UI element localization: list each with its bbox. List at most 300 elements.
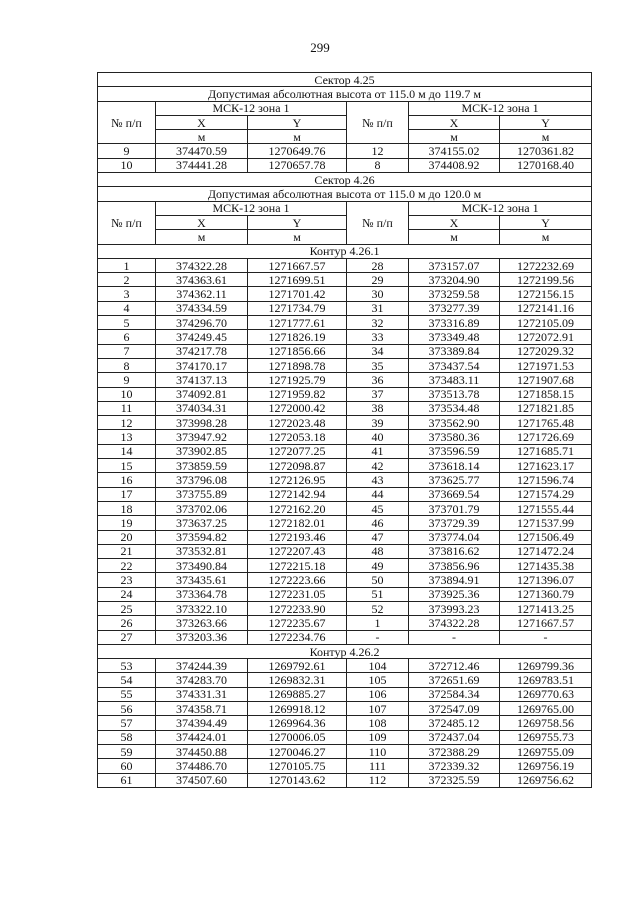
section-title: Сектор 4.25	[98, 73, 592, 87]
header-row	[98, 101, 592, 115]
point-x: 374283.70	[156, 673, 248, 687]
point-y: 1271574.29	[500, 487, 592, 501]
point-y: 1272199.56	[500, 273, 592, 287]
table-row	[98, 616, 592, 630]
point-num: 10	[98, 387, 156, 401]
point-y: 1272162.20	[248, 501, 347, 515]
point-y: 1272182.01	[248, 516, 347, 530]
point-y: 1271726.69	[500, 430, 592, 444]
point-num: 57	[98, 716, 156, 730]
point-num: 104	[347, 659, 409, 673]
point-x: 373596.59	[409, 444, 500, 458]
point-y: 1272072.91	[500, 330, 592, 344]
point-x: 372437.04	[409, 730, 500, 744]
point-num: 8	[347, 158, 409, 172]
point-x: 373816.62	[409, 544, 500, 558]
table-row	[98, 530, 592, 544]
point-num: 5	[98, 316, 156, 330]
header-y: Y	[500, 215, 592, 229]
point-x: 373580.36	[409, 430, 500, 444]
point-y: 1271971.53	[500, 358, 592, 372]
point-x: 373993.23	[409, 601, 500, 615]
point-x: 374155.02	[409, 144, 500, 158]
point-y: 1272142.94	[248, 487, 347, 501]
point-y: 1271821.85	[500, 401, 592, 415]
header-num: № п/п	[98, 101, 156, 144]
header-unit: м	[248, 130, 347, 144]
point-x: 374322.28	[156, 258, 248, 272]
point-num: 28	[347, 258, 409, 272]
point-num: 10	[98, 158, 156, 172]
header-num: № п/п	[347, 101, 409, 144]
point-y: 1271537.99	[500, 516, 592, 530]
point-y: 1272023.48	[248, 416, 347, 430]
point-num: 59	[98, 744, 156, 758]
point-num: 50	[347, 573, 409, 587]
point-y: 1271472.24	[500, 544, 592, 558]
point-num: 15	[98, 459, 156, 473]
point-y: 1271396.07	[500, 573, 592, 587]
point-num: 29	[347, 273, 409, 287]
point-y: 1269885.27	[248, 687, 347, 701]
point-y: 1271360.79	[500, 587, 592, 601]
table-row	[98, 316, 592, 330]
point-y: 1269755.09	[500, 744, 592, 758]
point-x: 373437.54	[409, 358, 500, 372]
point-x: 373435.61	[156, 573, 248, 587]
point-x: 373625.77	[409, 473, 500, 487]
table-row	[98, 473, 592, 487]
table-row	[98, 373, 592, 387]
table-row	[98, 430, 592, 444]
point-y: 1270649.76	[248, 144, 347, 158]
header-unit: м	[409, 130, 500, 144]
point-num: 37	[347, 387, 409, 401]
table-row	[98, 601, 592, 615]
point-x: 373998.28	[156, 416, 248, 430]
point-y: 1272233.90	[248, 601, 347, 615]
point-y: 1271623.17	[500, 459, 592, 473]
point-y: 1269756.19	[500, 759, 592, 773]
point-x: 374092.81	[156, 387, 248, 401]
point-x: 373755.89	[156, 487, 248, 501]
point-num: 106	[347, 687, 409, 701]
point-num: 51	[347, 587, 409, 601]
point-num: 19	[98, 516, 156, 530]
point-x: 373669.54	[409, 487, 500, 501]
point-y: 1271506.49	[500, 530, 592, 544]
point-num: 49	[347, 559, 409, 573]
point-x: 374424.01	[156, 730, 248, 744]
point-y: 1271555.44	[500, 501, 592, 515]
point-y: 1269756.62	[500, 773, 592, 787]
point-num: 56	[98, 702, 156, 716]
table-row	[98, 501, 592, 515]
header-row	[98, 201, 592, 215]
header-system: МСК-12 зона 1	[409, 101, 592, 115]
table-row	[98, 773, 592, 787]
point-x: 374331.31	[156, 687, 248, 701]
point-x: 373618.14	[409, 459, 500, 473]
point-num: 1	[98, 258, 156, 272]
point-x: 374450.88	[156, 744, 248, 758]
point-y: 1271777.61	[248, 316, 347, 330]
point-x: 374322.28	[409, 616, 500, 630]
point-x: 372325.59	[409, 773, 500, 787]
point-x: 374507.60	[156, 773, 248, 787]
point-num: 24	[98, 587, 156, 601]
height-limit: Допустимая абсолютная высота от 115.0 м до 120.0 м	[98, 187, 592, 201]
point-y: 1271435.38	[500, 559, 592, 573]
table-row	[98, 144, 592, 158]
point-num: 9	[98, 373, 156, 387]
header-row	[98, 130, 592, 144]
point-x: 372651.69	[409, 673, 500, 687]
point-x: 373203.36	[156, 630, 248, 644]
contour-title-row	[98, 244, 592, 258]
point-num: 8	[98, 358, 156, 372]
point-x: 373389.84	[409, 344, 500, 358]
point-num: 36	[347, 373, 409, 387]
point-x: 374470.59	[156, 144, 248, 158]
point-y: 1269918.12	[248, 702, 347, 716]
point-y: 1271959.82	[248, 387, 347, 401]
point-x: 373513.78	[409, 387, 500, 401]
point-num: 11	[98, 401, 156, 415]
point-x: 373702.06	[156, 501, 248, 515]
table-row	[98, 301, 592, 315]
point-y: 1271898.78	[248, 358, 347, 372]
section-title-row	[98, 73, 592, 87]
point-y: 1270006.05	[248, 730, 347, 744]
coordinates-table	[97, 72, 592, 788]
point-num: 30	[347, 287, 409, 301]
point-x: 374408.92	[409, 158, 500, 172]
point-x: 373259.58	[409, 287, 500, 301]
point-y: 1272077.25	[248, 444, 347, 458]
point-num: 45	[347, 501, 409, 515]
point-y: 1272156.15	[500, 287, 592, 301]
table-row	[98, 716, 592, 730]
header-row	[98, 230, 592, 244]
point-y: 1271699.51	[248, 273, 347, 287]
point-y: 1271925.79	[248, 373, 347, 387]
table-row	[98, 730, 592, 744]
point-y: 1270046.27	[248, 744, 347, 758]
point-num: 31	[347, 301, 409, 315]
point-y: 1269758.56	[500, 716, 592, 730]
point-x: 373263.66	[156, 616, 248, 630]
point-x: 373774.04	[409, 530, 500, 544]
point-num: 18	[98, 501, 156, 515]
point-x: 373364.78	[156, 587, 248, 601]
point-y: 1272053.18	[248, 430, 347, 444]
point-num: 20	[98, 530, 156, 544]
point-num: 17	[98, 487, 156, 501]
point-x: 373157.07	[409, 258, 500, 272]
header-unit: м	[500, 130, 592, 144]
point-x: 374170.17	[156, 358, 248, 372]
table-row	[98, 544, 592, 558]
height-limit: Допустимая абсолютная высота от 115.0 м до 119.7 м	[98, 87, 592, 101]
point-x: 374244.39	[156, 659, 248, 673]
point-x: 373925.36	[409, 587, 500, 601]
point-y: 1270143.62	[248, 773, 347, 787]
point-num: 4	[98, 301, 156, 315]
point-x: 373729.39	[409, 516, 500, 530]
point-x: 374362.11	[156, 287, 248, 301]
page-number: 299	[310, 40, 330, 55]
point-x: 373796.08	[156, 473, 248, 487]
point-num: 14	[98, 444, 156, 458]
point-num: 48	[347, 544, 409, 558]
point-x: 373894.91	[409, 573, 500, 587]
point-x: 374486.70	[156, 759, 248, 773]
header-unit: м	[156, 130, 248, 144]
point-y: 1271907.68	[500, 373, 592, 387]
point-y: 1271596.74	[500, 473, 592, 487]
point-x: 374363.61	[156, 273, 248, 287]
table-row	[98, 573, 592, 587]
point-num: 32	[347, 316, 409, 330]
point-y: 1272000.42	[248, 401, 347, 415]
point-num: 111	[347, 759, 409, 773]
point-num: 3	[98, 287, 156, 301]
point-num: 112	[347, 773, 409, 787]
table-row	[98, 759, 592, 773]
point-num: 7	[98, 344, 156, 358]
point-y: 1271826.19	[248, 330, 347, 344]
point-num: 13	[98, 430, 156, 444]
point-y: 1269755.73	[500, 730, 592, 744]
point-x: 373701.79	[409, 501, 500, 515]
table-row	[98, 673, 592, 687]
table-row	[98, 344, 592, 358]
point-y: 1271734.79	[248, 301, 347, 315]
point-num: 53	[98, 659, 156, 673]
point-num: 105	[347, 673, 409, 687]
table-row	[98, 387, 592, 401]
point-x: 373594.82	[156, 530, 248, 544]
point-num: 21	[98, 544, 156, 558]
point-num: 108	[347, 716, 409, 730]
point-y: -	[500, 630, 592, 644]
table-row	[98, 358, 592, 372]
point-y: 1269832.31	[248, 673, 347, 687]
table-row	[98, 158, 592, 172]
point-x: 372339.32	[409, 759, 500, 773]
point-y: 1269770.63	[500, 687, 592, 701]
point-num: 12	[98, 416, 156, 430]
header-row	[98, 215, 592, 229]
point-x: 373277.39	[409, 301, 500, 315]
point-num: 46	[347, 516, 409, 530]
point-x: 373562.90	[409, 416, 500, 430]
point-y: 1271701.42	[248, 287, 347, 301]
table-row	[98, 459, 592, 473]
section-title: Сектор 4.26	[98, 173, 592, 187]
point-y: 1269964.36	[248, 716, 347, 730]
header-y: Y	[248, 115, 347, 129]
point-x: 373947.92	[156, 430, 248, 444]
point-y: 1270105.75	[248, 759, 347, 773]
point-x: 373902.85	[156, 444, 248, 458]
point-x: 373637.25	[156, 516, 248, 530]
point-x: 372547.09	[409, 702, 500, 716]
header-x: X	[156, 115, 248, 129]
table-row	[98, 744, 592, 758]
point-num: 42	[347, 459, 409, 473]
point-x: 373856.96	[409, 559, 500, 573]
point-y: 1272126.95	[248, 473, 347, 487]
point-y: 1270657.78	[248, 158, 347, 172]
height-limit-row	[98, 87, 592, 101]
point-x: 372485.12	[409, 716, 500, 730]
point-y: 1269799.36	[500, 659, 592, 673]
point-y: 1272215.18	[248, 559, 347, 573]
table-row	[98, 659, 592, 673]
point-num: 6	[98, 330, 156, 344]
point-num: 58	[98, 730, 156, 744]
point-y: 1272232.69	[500, 258, 592, 272]
point-x: 374296.70	[156, 316, 248, 330]
table-row	[98, 687, 592, 701]
point-num: 107	[347, 702, 409, 716]
point-x: 373490.84	[156, 559, 248, 573]
table-row	[98, 516, 592, 530]
point-y: 1272098.87	[248, 459, 347, 473]
header-num: № п/п	[347, 201, 409, 244]
table-row	[98, 444, 592, 458]
point-num: -	[347, 630, 409, 644]
point-y: 1272029.32	[500, 344, 592, 358]
point-num: 47	[347, 530, 409, 544]
point-num: 12	[347, 144, 409, 158]
table-row	[98, 258, 592, 272]
height-limit-row	[98, 187, 592, 201]
point-num: 2	[98, 273, 156, 287]
point-y: 1272235.67	[248, 616, 347, 630]
point-num: 109	[347, 730, 409, 744]
point-num: 110	[347, 744, 409, 758]
table-row	[98, 702, 592, 716]
table-row	[98, 401, 592, 415]
point-x: 374034.31	[156, 401, 248, 415]
point-x: 373204.90	[409, 273, 500, 287]
point-num: 39	[347, 416, 409, 430]
point-y: 1272193.46	[248, 530, 347, 544]
table-row	[98, 273, 592, 287]
point-num: 34	[347, 344, 409, 358]
point-num: 40	[347, 430, 409, 444]
point-x: -	[409, 630, 500, 644]
header-num: № п/п	[98, 201, 156, 244]
section-title-row	[98, 173, 592, 187]
point-y: 1270361.82	[500, 144, 592, 158]
point-x: 374217.78	[156, 344, 248, 358]
header-unit: м	[156, 230, 248, 244]
contour-title: Контур 4.26.2	[98, 644, 592, 658]
header-y: Y	[248, 215, 347, 229]
point-y: 1269765.00	[500, 702, 592, 716]
table-row	[98, 330, 592, 344]
point-num: 52	[347, 601, 409, 615]
point-x: 373534.48	[409, 401, 500, 415]
point-y: 1271685.71	[500, 444, 592, 458]
point-y: 1271858.15	[500, 387, 592, 401]
header-unit: м	[248, 230, 347, 244]
header-unit: м	[500, 230, 592, 244]
contour-title-row	[98, 644, 592, 658]
point-y: 1270168.40	[500, 158, 592, 172]
point-num: 16	[98, 473, 156, 487]
point-y: 1269792.61	[248, 659, 347, 673]
point-num: 35	[347, 358, 409, 372]
point-num: 55	[98, 687, 156, 701]
table-row	[98, 287, 592, 301]
point-x: 373349.48	[409, 330, 500, 344]
point-x: 373532.81	[156, 544, 248, 558]
point-num: 61	[98, 773, 156, 787]
header-x: X	[156, 215, 248, 229]
point-x: 374394.49	[156, 716, 248, 730]
point-x: 374249.45	[156, 330, 248, 344]
point-num: 23	[98, 573, 156, 587]
point-y: 1271667.57	[500, 616, 592, 630]
point-y: 1272141.16	[500, 301, 592, 315]
header-row	[98, 115, 592, 129]
point-num: 41	[347, 444, 409, 458]
table-row	[98, 416, 592, 430]
point-num: 22	[98, 559, 156, 573]
point-x: 374358.71	[156, 702, 248, 716]
point-num: 1	[347, 616, 409, 630]
point-x: 372584.34	[409, 687, 500, 701]
header-unit: м	[409, 230, 500, 244]
header-x: X	[409, 215, 500, 229]
point-y: 1271667.57	[248, 258, 347, 272]
point-y: 1272207.43	[248, 544, 347, 558]
point-x: 374334.59	[156, 301, 248, 315]
point-x: 374137.13	[156, 373, 248, 387]
point-y: 1272234.76	[248, 630, 347, 644]
point-num: 26	[98, 616, 156, 630]
header-x: X	[409, 115, 500, 129]
point-y: 1271413.25	[500, 601, 592, 615]
header-system: МСК-12 зона 1	[156, 101, 347, 115]
point-y: 1272231.05	[248, 587, 347, 601]
point-x: 372712.46	[409, 659, 500, 673]
point-num: 44	[347, 487, 409, 501]
header-y: Y	[500, 115, 592, 129]
point-num: 33	[347, 330, 409, 344]
point-num: 54	[98, 673, 156, 687]
point-num: 25	[98, 601, 156, 615]
point-num: 38	[347, 401, 409, 415]
contour-title: Контур 4.26.1	[98, 244, 592, 258]
point-num: 43	[347, 473, 409, 487]
point-x: 373322.10	[156, 601, 248, 615]
point-num: 60	[98, 759, 156, 773]
header-system: МСК-12 зона 1	[156, 201, 347, 215]
point-y: 1269783.51	[500, 673, 592, 687]
table-row	[98, 630, 592, 644]
point-y: 1271765.48	[500, 416, 592, 430]
point-y: 1271856.66	[248, 344, 347, 358]
point-x: 374441.28	[156, 158, 248, 172]
point-x: 373316.89	[409, 316, 500, 330]
table-row	[98, 587, 592, 601]
